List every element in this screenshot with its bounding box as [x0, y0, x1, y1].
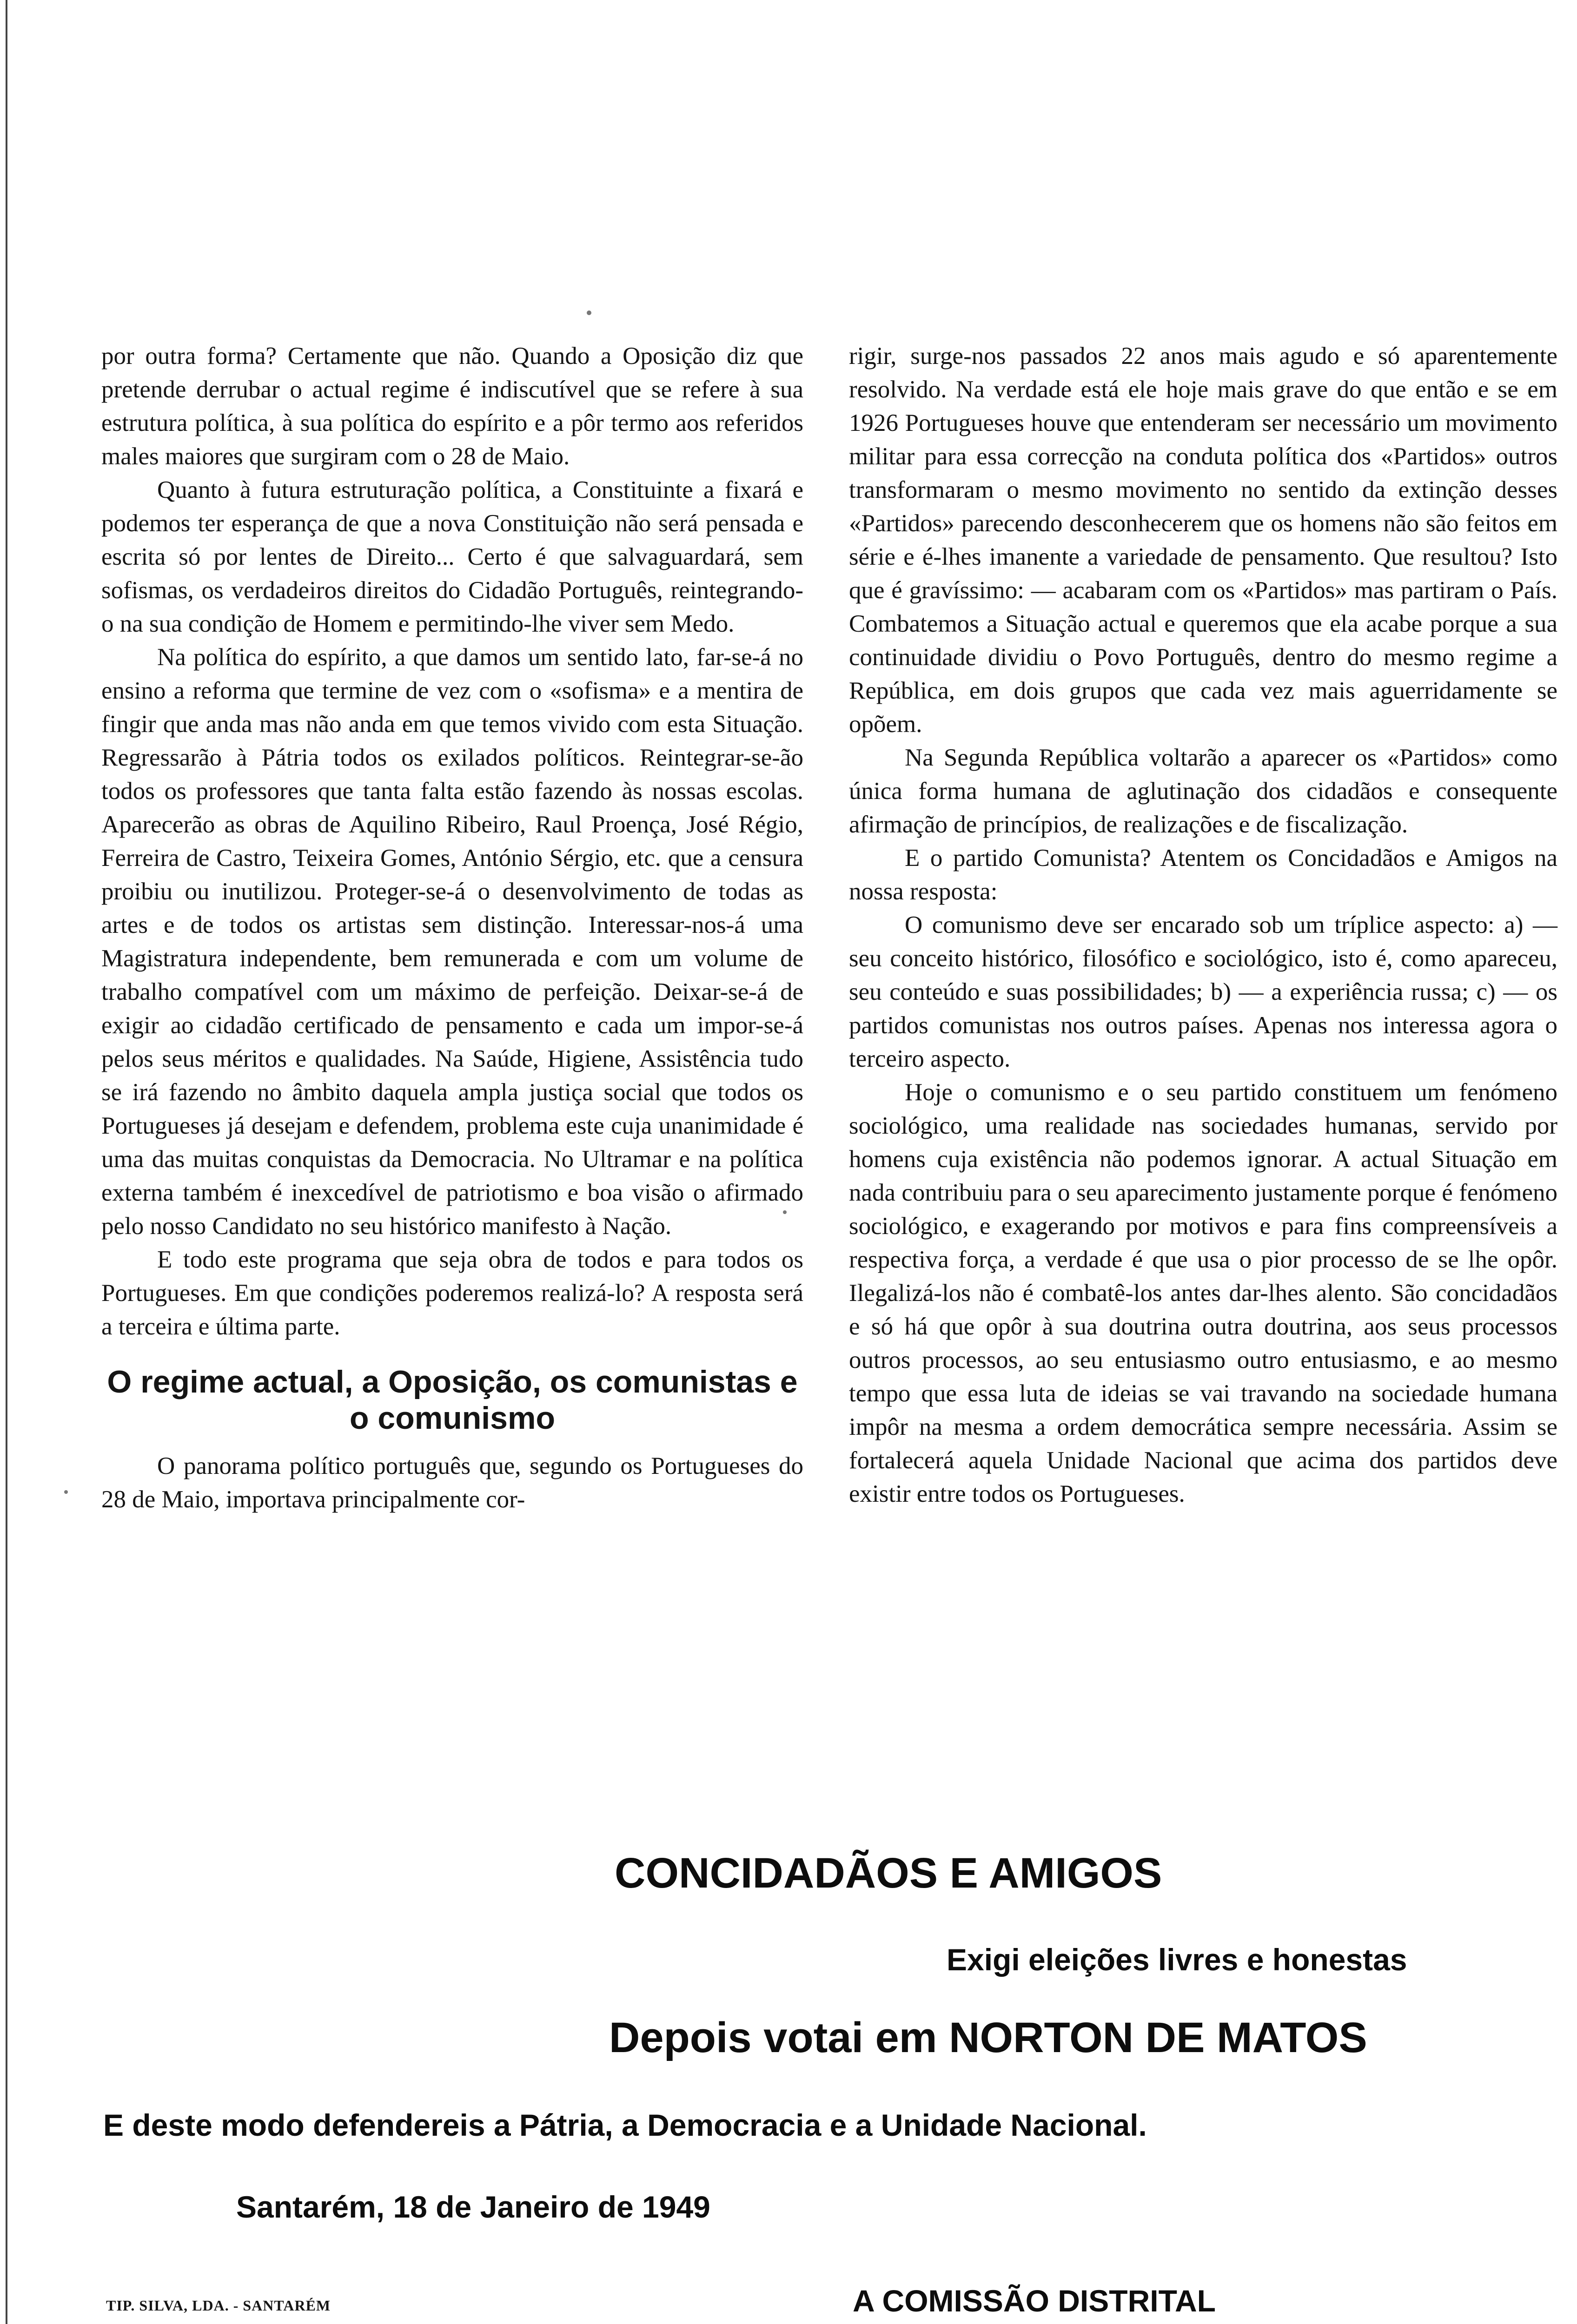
paragraph: E o partido Comunista? Atentem os Concidadãos e Amigos na nossa resposta:	[849, 845, 1557, 905]
place-date: Santarém, 18 de Janeiro de 1949	[236, 2190, 710, 2224]
paragraph: rigir, surge-nos passados 22 anos mais agudo e só aparentemente resolvido. Na verdade está ele hoje mais grave do que então e se em 1926 Portugueses houve que entenderam ser necessário um movimento militar para essa correcção na conduta política dos «Partidos» outros transformaram o mesmo movimento no sentido da extinção desses «Partidos» parecendo desconhecerem que os homens não são feitos em série e é-lhes imanente a variedade de pensamento. Que resultou? Isto que é gravíssimo: — acabaram com os «Partidos» mas partiram o País. Combatemos a Situação actual e queremos que ela acabe porque a sua continuidade dividiu o Povo Português, dentro do mesmo regime a República, em dois grupos que cada vez mais aguerridamente se opõem.	[849, 343, 1557, 738]
paragraph: Quanto à futura estruturação política, a Constituinte a fixará e podemos ter esperança de que a nova Constituição não será pensada e escrita só por lentes de Direito... Certo é que salvaguardará, sem sofismas, os verdadeiros direitos do Cidadão Português, reintegrando-o na sua condição de Homem e permitindo-lhe viver sem Medo.	[101, 476, 803, 637]
right-column	[849, 339, 1557, 1511]
closing-headline: CONCIDADÃOS E AMIGOS	[615, 1849, 1162, 1897]
paragraph: E todo este programa que seja obra de todos e para todos os Portugueses. Em que condições poderemos realizá-lo? A resposta será a terceira e última parte.	[101, 1246, 803, 1340]
left-column	[101, 339, 803, 1516]
printer-imprint: TIP. SILVA, LDA. - SANTARÉM	[106, 2297, 331, 2314]
paragraph: Hoje o comunismo e o seu partido constituem um fenómeno sociológico, uma realidade nas sociedades humanas, servido por homens cuja existência não podemos ignorar. A actual Situação em nada contribuiu para o seu aparecimento justamente porque é fenómeno sociológico, e exagerando por motivos e para fins compreensíveis a respectiva força, a verdade é que usa o pior processo de se lhe opôr. Ilegalizá-los não é combatê-los antes dar-lhes alento. São concidadãos e só há que opôr à sua doutrina outra doutrina, aos seus processos outros processos, ao seu entusiasmo outro entusiasmo, e ao mesmo tempo que essa luta de ideias se vai travando na sociedade humana impôr na mesma a ordem democrática sempre necessária. Assim se fortalecerá aquela Unidade Nacional que acima dos partidos deve existir entre todos os Portugueses.	[849, 1079, 1557, 1507]
print-speck	[64, 1490, 68, 1494]
paragraph: O comunismo deve ser encarado sob um tríplice aspecto: a) — seu conceito histórico, filosófico e sociológico, isto é, como apareceu, seu conteúdo e suas possibilidades; b) — a experiência russa; c) — os partidos comunistas nos outros países. Apenas nos interessa agora o terceiro aspecto.	[849, 911, 1557, 1072]
paragraph: Na política do espírito, a que damos um sentido lato, far-se-á no ensino a reforma que termine de vez com o «sofisma» e a mentira de fingir que anda mas não anda em que temos vivido com esta Situação. Regressarão à Pátria todos os exilados políticos. Reintegrar-se-ão todos os professores que tanta falta estão fazendo às nossas escolas. Aparecerão as obras de Aquilino Ribeiro, Raul Proença, José Régio, Ferreira de Castro, Teixeira Gomes, António Sérgio, etc. que a censura proibiu ou inutilizou. Proteger-se-á o desenvolvimento de todas as artes e de todos os artistas sem distinção. Interessar-nos-á uma Magistratura independente, bem remunerada e com um volume de trabalho compatível com um máximo de perfeição. Deixar-se-á de exigir ao cidadão certificado de pensamento e cada um impor-se-á pelos seus méritos e qualidades. Na Saúde, Higiene, Assistência tudo se irá fazendo no âmbito daquela ampla justiça social que todos os Portugueses já desejam e defendem, problema este cuja unanimidade é uma das muitas conquistas da Democracia. No Ultramar e na política externa também é inexcedível de patriotismo e boa visão o afirmado pelo nosso Candidato no seu histórico manifesto à Nação.	[101, 644, 803, 1240]
paragraph: Na Segunda República voltarão a aparecer os «Partidos» como única forma humana de aglutinação dos cidadãos e consequente afirmação de princípios, de realizações e de fiscalização.	[849, 744, 1557, 838]
section-heading: O regime actual, a Oposição, os comunistas e o comunismo	[107, 1364, 798, 1436]
left-edge-rule	[6, 0, 7, 2324]
closing-line-defend: E deste modo defendereis a Pátria, a Democracia e a Unidade Nacional.	[103, 2108, 1147, 2142]
signature: A COMISSÃO DISTRITAL	[853, 2284, 1216, 2318]
paragraph: por outra forma? Certamente que não. Quando a Oposição diz que pretende derrubar o actual regime é indiscutível que se refere à sua estrutura política, à sua política do espírito e a pôr termo aos referidos males maiores que surgiram com o 28 de Maio.	[101, 343, 803, 470]
closing-line-vote: Depois votai em NORTON DE MATOS	[609, 2014, 1367, 2061]
print-speck	[587, 310, 591, 315]
paragraph: O panorama político português que, segundo os Portugueses do 28 de Maio, importava principalmente cor-	[101, 1452, 803, 1513]
closing-line-elections: Exigi eleições livres e honestas	[947, 1942, 1407, 1977]
